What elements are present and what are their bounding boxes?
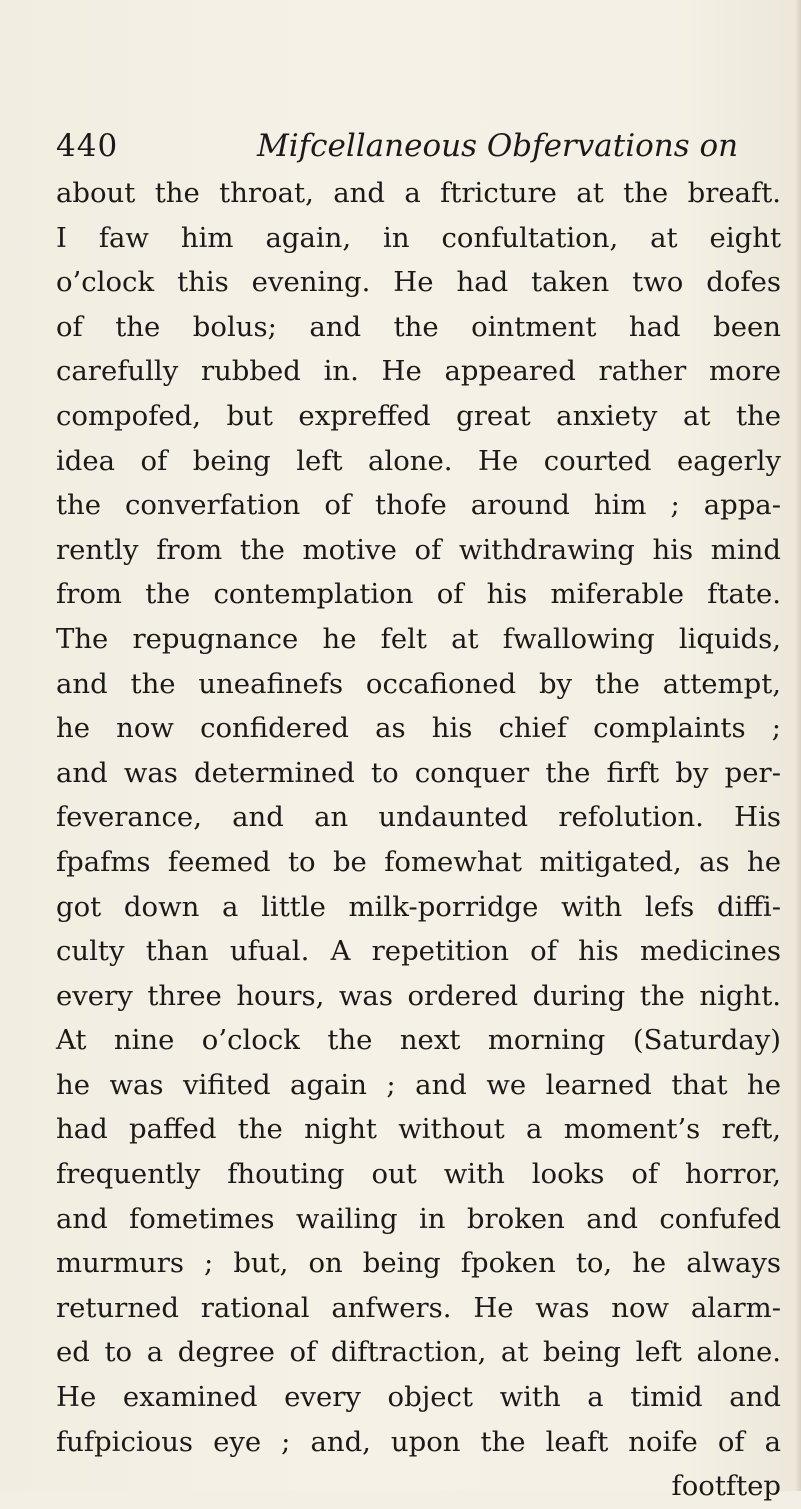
text-line: returned rational anfwers. He was now alarm- [56,1291,781,1324]
text-line: and fometimes wailing in broken and confufed [56,1202,781,1235]
page-number: 440 [56,128,119,164]
running-head: Mifcellaneous Obfervations on [257,128,739,164]
text-line: he was vifited again ; and we learned that he [56,1068,781,1101]
text-line: fufpicious eye ; and, upon the leaft noife of a [56,1425,781,1458]
text-line: o’clock this evening. He had taken two dofes [56,266,781,299]
text-line: he now confidered as his chief complaints ; [56,712,781,745]
text-line: every three hours, was ordered during the night. [56,979,781,1012]
text-line: carefully rubbed in. He appeared rather more [56,355,781,388]
text-line: from the contemplation of his miferable ftate. [56,578,781,611]
text-line: At nine o’clock the next morning (Saturday) [56,1024,781,1057]
text-line: fpafms feemed to be fomewhat mitigated, as he [56,845,781,878]
text-line: I faw him again, in confultation, at eight [56,221,781,254]
page-edge-shadow [795,0,801,1491]
text-line: He examined every object with a timid and [56,1381,781,1414]
text-line: idea of being left alone. He courted eagerly [56,444,781,477]
text-line: feverance, and an undaunted refolution. His [56,801,781,834]
text-line: compofed, but expreffed great anxiety at the [56,399,781,432]
text-line: and was determined to conquer the firft by per- [56,756,781,789]
page-header [56,128,756,168]
text-line: The repugnance he felt at fwallowing liquids, [56,622,781,655]
catchword: footftep [671,1470,781,1503]
text-line: murmurs ; but, on being fpoken to, he always [56,1247,781,1280]
body-text [56,171,781,1509]
text-line: rently from the motive of withdrawing his mind [56,533,781,566]
text-line: got down a little milk-porridge with lefs diffi- [56,890,781,923]
text-line: frequently fhouting out with looks of horror, [56,1158,781,1191]
text-line: culty than ufual. A repetition of his medicines [56,935,781,968]
text-line: of the bolus; and the ointment had been [56,310,781,343]
text-line: the converfation of thofe around him ; appa- [56,489,781,522]
text-line: ed to a degree of diftraction, at being left alone. [56,1336,781,1369]
text-line: about the throat, and a ftricture at the breaft. [56,177,781,209]
text-line: and the uneafinefs occafioned by the attempt, [56,667,781,700]
text-line: had paffed the night without a moment’s reft, [56,1113,781,1146]
